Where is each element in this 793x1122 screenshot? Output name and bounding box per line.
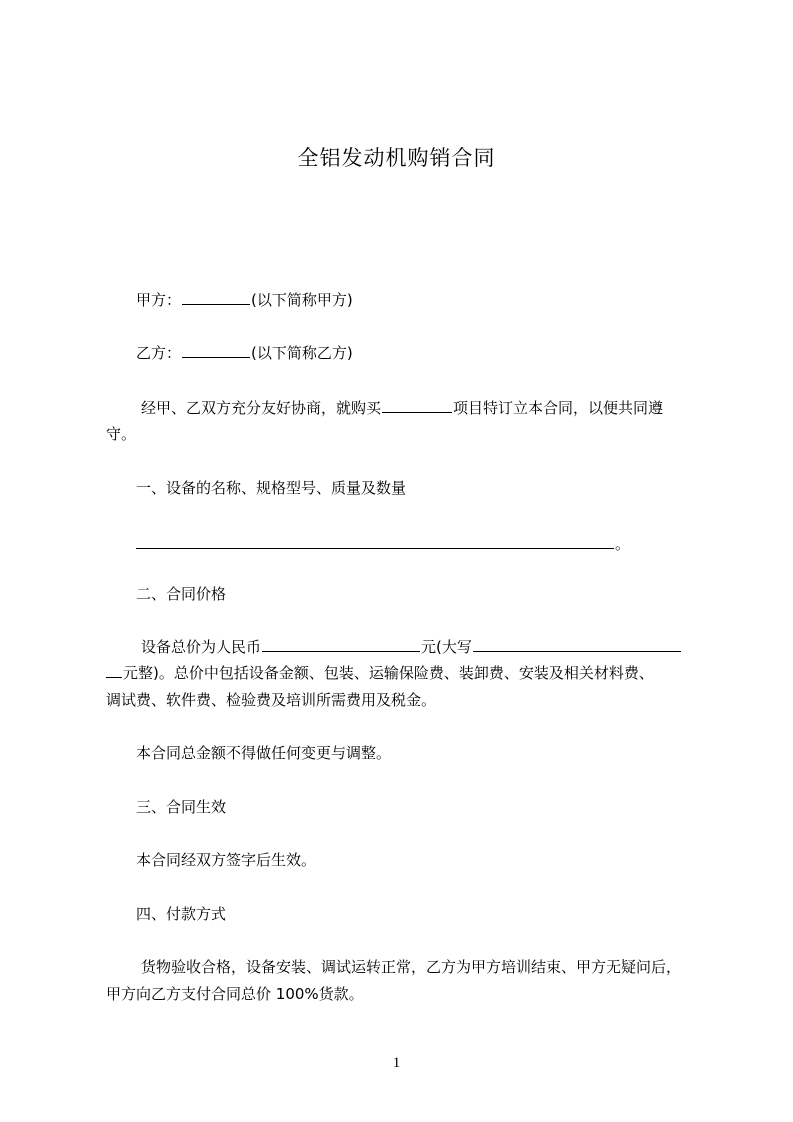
- party-a-blank: [182, 289, 250, 305]
- document-title: 全铝发动机购销合同: [297, 146, 496, 170]
- section2-heading: 二、合同价格: [136, 585, 227, 603]
- section1-heading: 一、设备的名称、规格型号、质量及数量: [136, 479, 407, 497]
- intro-line: [141, 397, 663, 419]
- section3-heading: 三、合同生效: [136, 798, 227, 816]
- section3-text: 本合同经双方签字后生效。: [136, 851, 317, 869]
- intro-text-1: 经甲、乙双方充分友好协商，就购买: [141, 399, 382, 417]
- party-a-label: 甲方：: [136, 291, 182, 309]
- purchase-item-blank: [382, 397, 452, 413]
- party-b-line: [136, 342, 353, 364]
- section1-blank-line: [136, 533, 630, 555]
- intro-text-2: 项目特订立本合同，以便共同遵: [453, 399, 664, 417]
- intro-line-2: [106, 423, 136, 445]
- price-line-2: [106, 662, 654, 684]
- payment-text-line-2: 甲方向乙方支付合同总价 100%货款。: [106, 985, 364, 1003]
- party-b-blank: [182, 342, 250, 358]
- party-b-label: 乙方：: [136, 344, 182, 362]
- price-line-3: 调试费、软件费、检验费及培训所需费用及税金。: [106, 691, 437, 709]
- fixed-amount-note: 本合同总金额不得做任何变更与调整。: [136, 744, 392, 762]
- intro-text-3: 守。: [106, 425, 137, 443]
- price-text-3: 元整)。总价中包括设备金额、包装、运输保险费、装卸费、安装及相关材料费、: [123, 664, 654, 682]
- price-text-1: 设备总价为人民币: [141, 638, 262, 656]
- section4-heading: 四、付款方式: [136, 905, 227, 923]
- party-a-line: [136, 289, 353, 311]
- price-line-1: [141, 636, 682, 658]
- price-capital-blank-cont: [106, 662, 122, 678]
- payment-text-line-1: 货物验收合格，设备安装、调试运转正常，乙方为甲方培训结束、甲方无疑问后，: [141, 958, 682, 976]
- page-number: 1: [392, 1055, 401, 1071]
- price-amount-blank: [262, 636, 420, 652]
- price-capital-blank: [473, 636, 681, 652]
- party-b-suffix: (以下简称乙方): [251, 344, 353, 362]
- equipment-details-blank: [136, 533, 614, 549]
- price-text-2: 元(大写: [421, 638, 472, 656]
- section1-end-mark: 。: [615, 535, 631, 553]
- party-a-suffix: (以下简称甲方): [251, 291, 353, 309]
